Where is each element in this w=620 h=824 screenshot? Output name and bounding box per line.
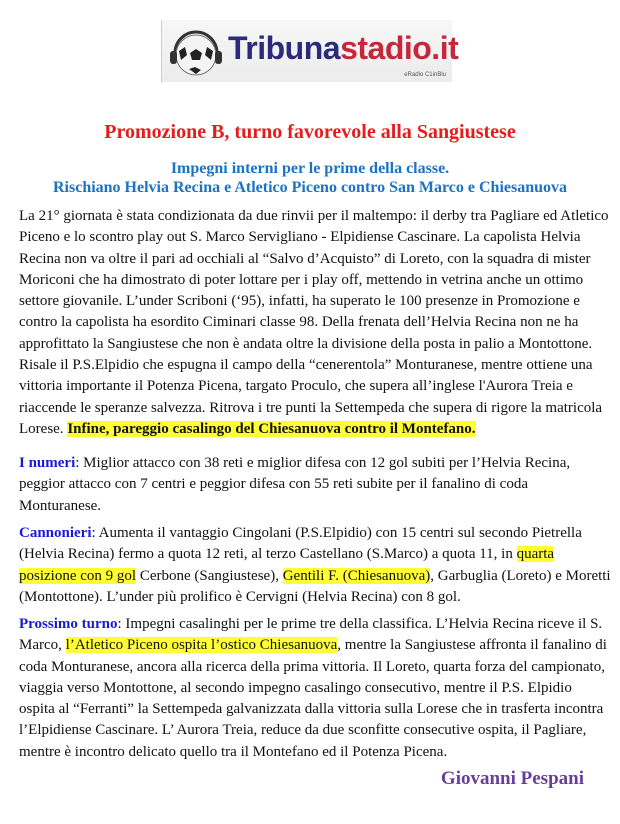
- numbers-label: I numeri: [19, 455, 76, 471]
- paragraph-next-round: [19, 614, 611, 763]
- paragraph-numbers: [19, 453, 611, 517]
- article-subtitle: [0, 159, 620, 197]
- next-round-text-a: : Impegni casalinghi per le prime tre della classifica. L’Helvia Recina riceve il S. Marco,: [19, 616, 603, 654]
- next-round-text-b: , mentre la Sangiustese affronta il fanalino di coda Monturanese, ancora alla ricerca della prima vittoria. Il Loreto, quarta forza del campionato, viaggia verso Montottone, al secondo impegno casalingo consecutivo, mentre il P.S. Elpidio ospita al “Ferranti” la Settempeda galvanizzata dalla vittoria sulla Lorese che in trasferta incontra l’Elpidiense Cascinare. L’ Aurora Treia, reduce da due sconfitte consecutive ospita, il Pagliare, mentre è incontro delicato quello tra il Montefano ed il Potenza Picena.: [19, 637, 607, 760]
- scorers-text-c: , Garbuglia (Loreto) e Moretti (Montottone). L’under più prolifico è Cervigni (Helvia Recina) con 8 gol.: [19, 567, 611, 605]
- scorers-highlight-a: quarta posizione con 9 gol: [19, 546, 555, 584]
- paragraph-summary: [19, 206, 611, 440]
- next-round-label: Prossimo turno: [19, 616, 118, 632]
- subtitle-line-2: Rischiano Helvia Recina e Atletico Piceno contro San Marco e Chiesanuova: [52, 179, 568, 196]
- scorers-highlight-b: Gentili F. (Chiesanuova): [282, 567, 431, 584]
- brand-part1: Tribuna: [228, 30, 341, 66]
- summary-highlight: Infine, pareggio casalingo del Chiesanuova contro il Montefano.: [67, 420, 476, 437]
- scorers-text-b: Cerbone (Sangiustese),: [136, 567, 283, 584]
- scorers-text-a: : Aumenta il vantaggio Cingolani (P.S.Elpidio) con 15 centri sul secondo Pietrella (Helvia Recina) fermo a quota 12 reti, al terzo Castellano (S.Marco) a quota 11, in: [19, 525, 582, 563]
- article-title: Promozione B, turno favorevole alla Sangiustese: [104, 121, 516, 143]
- brand-part2: stadio.it: [340, 30, 459, 66]
- article-author: Giovanni Pespani: [440, 768, 584, 789]
- brand-name: [228, 30, 458, 66]
- subtitle-line-1: Impegni interni per le prime della classe.: [170, 160, 450, 177]
- brand-tagline: eRadio C1inBlu: [404, 72, 446, 78]
- summary-text: La 21° giornata è stata condizionata da due rinvii per il maltempo: il derby tra Pagliare ed Atletico Piceno e lo scontro play out S. Marco Servigliano - Elpidiense Cascinare. La capolista Helvia Recina non va oltre il pari ad occhiali al “Salvo d’Acquisto” di Loreto, con la squadra di mister Moriconi che ha dimostrato di poter lottare per i play off, mettendo in vetrina anche un ottimo settore giovanile. L’under Scriboni (‘95), infatti, ha superato le 100 presenze in Promozione e contro la capolista ha esordito Ciminari classe 98. Della frenata dell’Helvia Recina non ne ha approfittato la Sangiustese che non è andata oltre la divisione della posta in palio a Montottone. Risale il P.S.Elpidio che espugna il campo della “cenerentola” Monturanese, mentre ottiene una vittoria importante il Potenza Picena, targato Proculo, che supera all’inglese l'Aurora Treia e riaccende le speranze salvezza. Ritrova i tre punti la Settempeda che supera di rigore la matricola Lorese.: [19, 208, 609, 437]
- paragraph-scorers: [19, 523, 611, 608]
- site-logo[interactable]: [161, 20, 459, 82]
- next-round-highlight: l’Atletico Piceno ospita l’ostico Chiesanuova: [65, 637, 338, 654]
- scorers-label: Cannonieri: [19, 525, 92, 541]
- soccer-ball-headphones-icon: [167, 23, 225, 79]
- numbers-text: : Miglior attacco con 38 reti e miglior difesa con 12 gol subiti per l’Helvia Recina, peggior attacco con 7 centri e peggior difesa con 55 reti subite per il fanalino di coda Monturanese.: [19, 455, 571, 514]
